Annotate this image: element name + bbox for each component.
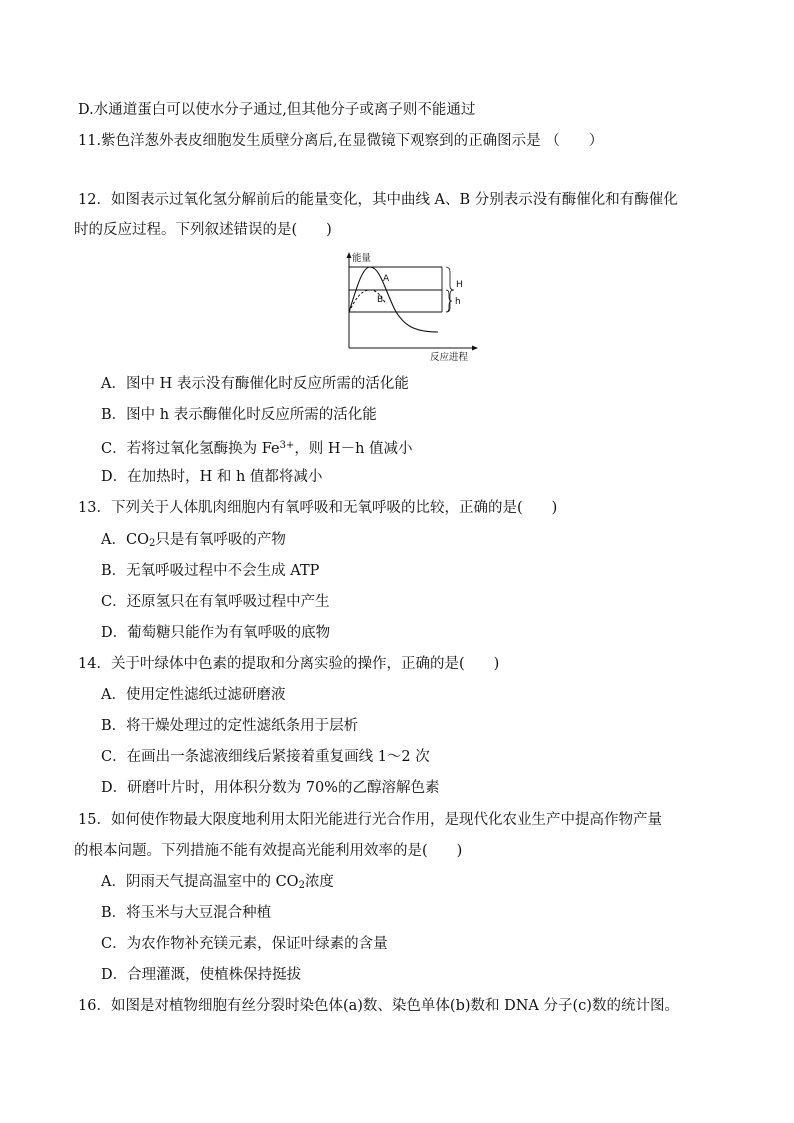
- curve-a-label: A: [383, 274, 390, 284]
- co2-subscript: 2: [148, 538, 156, 549]
- q15-option-b: B．将玉米与大豆混合种植: [101, 905, 272, 921]
- question-12-line2: 时的反应过程。下列叙述错误的是( ): [74, 222, 332, 238]
- x-axis-label: 反应进程: [430, 352, 469, 363]
- q12-option-c: [101, 436, 413, 459]
- question-14: 14．关于叶绿体中色素的提取和分离实验的操作，正确的是( ): [78, 656, 500, 672]
- q15-option-d: D．合理灌溉，使植株保持挺拔: [101, 967, 302, 983]
- q12-option-c-text-end: ，则 H－h 值减小: [294, 441, 413, 457]
- q12-option-a: A．图中 H 表示没有酶催化时反应所需的活化能: [101, 376, 409, 392]
- q13-option-c: C．还原氢只在有氧呼吸过程中产生: [101, 594, 330, 610]
- question-15-line1: 15．如何使作物最大限度地利用太阳光能进行光合作用，是现代化农业生产中提高作物产量: [78, 812, 662, 828]
- q14-option-d: D．研磨叶片时，用体积分数为 70%的乙醇溶解色素: [101, 780, 440, 796]
- question-13: 13．下列关于人体肌肉细胞内有氧呼吸和无氧呼吸的比较，正确的是( ): [78, 500, 558, 516]
- q13-option-a-text: A．CO: [101, 532, 149, 548]
- q13-option-a: [101, 530, 286, 554]
- question-11: 11.紫色洋葱外表皮细胞发生质壁分离后,在显微镜下观察到的正确图示是 （ ）: [78, 133, 604, 149]
- bracket-small-h-label: h: [455, 297, 461, 307]
- q14-option-a: A．使用定性滤纸过滤研磨液: [101, 687, 286, 703]
- option-d-q10: D.水通道蛋白可以使水分子通过,但其他分子或离子则不能通过: [78, 102, 476, 118]
- question-12-line1: 12．如图表示过氧化氢分解前后的能量变化，其中曲线 A、B 分别表示没有酶催化和有酶催化: [78, 192, 678, 208]
- y-axis-label: 能量: [352, 253, 372, 264]
- energy-reaction-diagram: [340, 250, 480, 365]
- q15-option-a-text: A．阴雨天气提高温室中的 CO: [101, 874, 299, 890]
- co2-subscript-q15: 2: [298, 880, 305, 891]
- q12-option-c-text: C．若将过氧化氢酶换为 Fe: [101, 441, 280, 457]
- q12-option-d: D．在加热时，H 和 h 值都将减小: [101, 469, 323, 485]
- question-16: 16．如图是对植物细胞有丝分裂时染色体(a)数、染色单体(b)数和 DNA 分子(c)数的统计图。: [78, 998, 679, 1014]
- fe-charge-superscript: 3+: [279, 440, 295, 451]
- q12-option-b: B．图中 h 表示酶催化时反应所需的活化能: [101, 407, 377, 423]
- q13-option-b: B．无氧呼吸过程中不会生成 ATP: [101, 563, 320, 579]
- q14-option-b: B．将干燥处理过的定性滤纸条用于层析: [101, 718, 359, 734]
- q14-option-c: C．在画出一条滤液细线后紧接着重复画线 1～2 次: [101, 749, 430, 765]
- q15-option-c: C．为农作物补充镁元素，保证叶绿素的含量: [101, 936, 388, 952]
- curve-b-label: B: [377, 295, 384, 305]
- question-15-line2: 的根本问题。下列措施不能有效提高光能利用效率的是( ): [74, 843, 463, 859]
- q13-option-a-text-end: 只是有氧呼吸的产物: [155, 532, 286, 548]
- q13-option-d: D．葡萄糖只能作为有氧呼吸的底物: [101, 625, 331, 641]
- bracket-big-h-label: H: [456, 280, 463, 290]
- q15-option-a: [101, 872, 334, 896]
- q15-option-a-text-end: 浓度: [304, 874, 334, 890]
